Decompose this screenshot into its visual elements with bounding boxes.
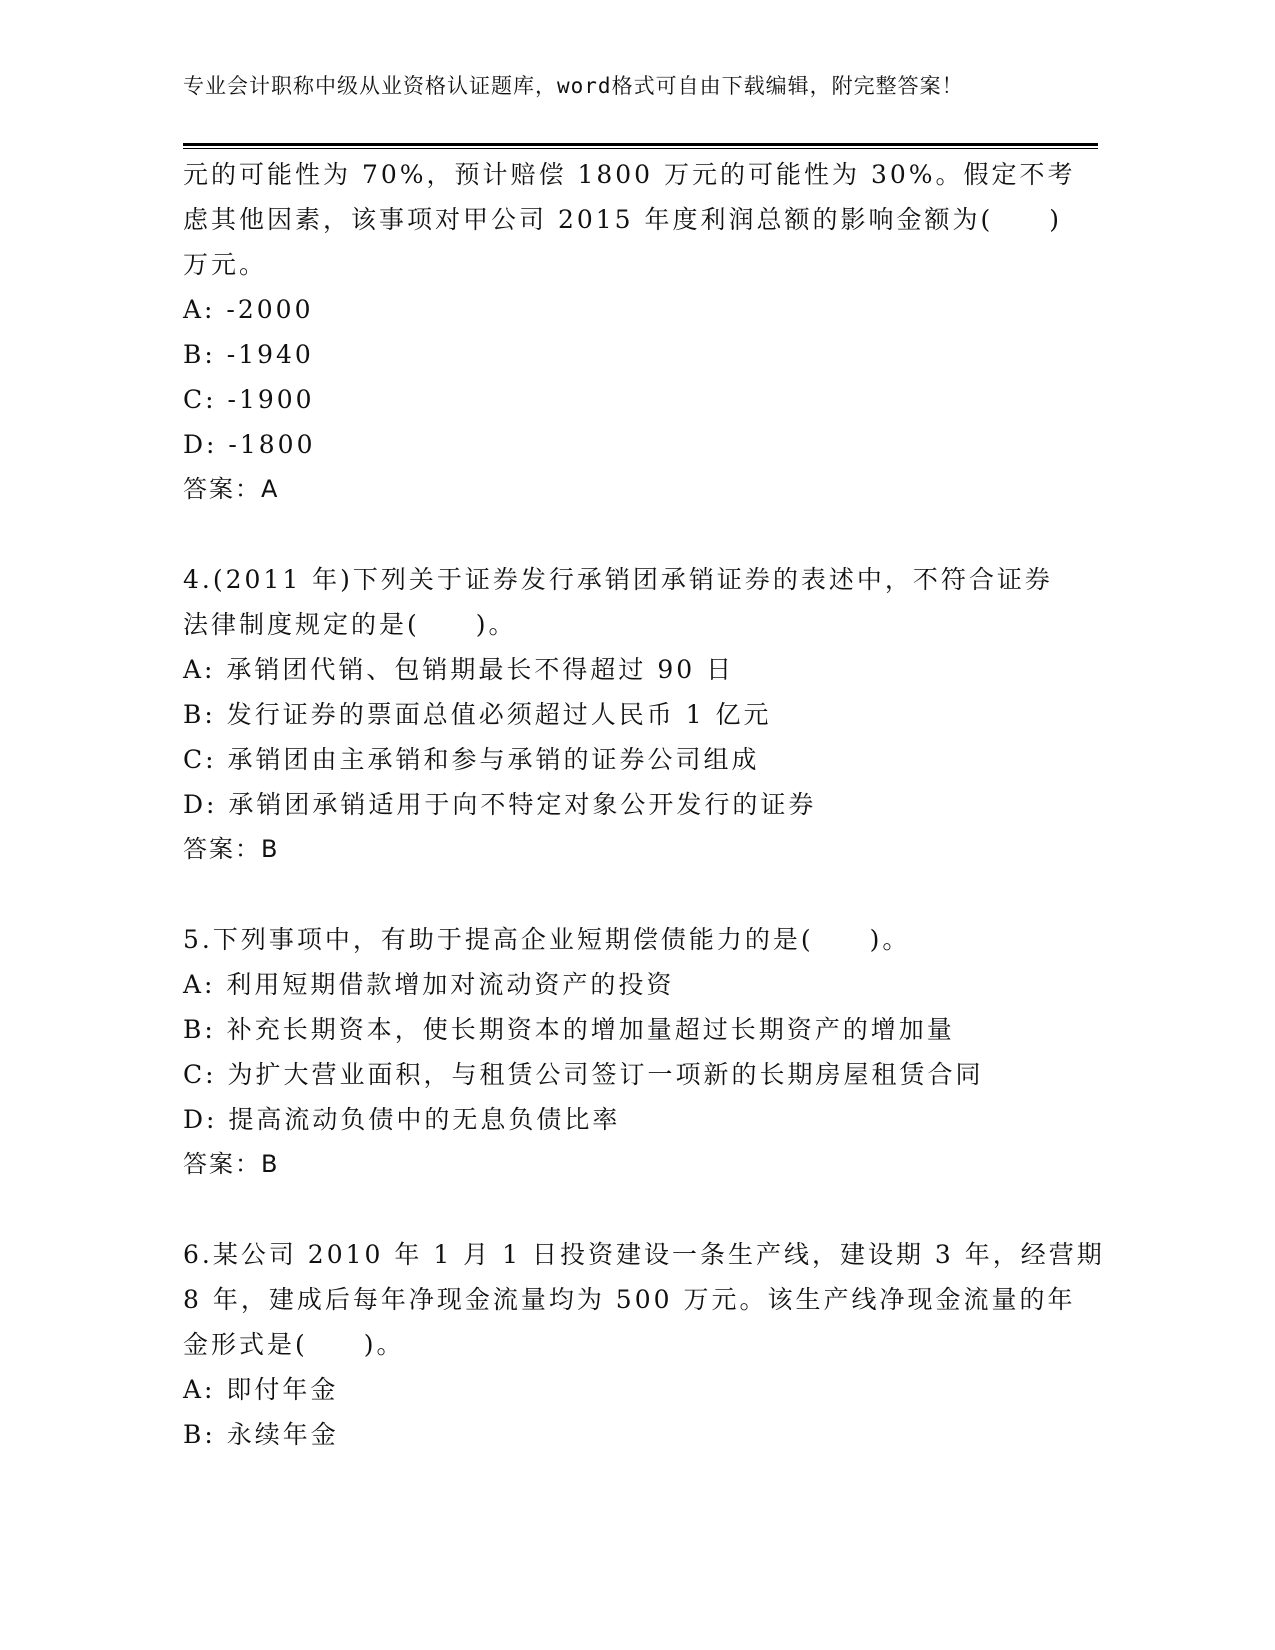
answer: 答案：A (183, 475, 280, 503)
option-d: D: -1800 (183, 430, 316, 459)
question-3 (183, 152, 1083, 512)
option-c: C: -1900 (183, 385, 315, 414)
answer: 答案：B (183, 1150, 280, 1178)
question-5 (183, 917, 1083, 1187)
header-rule-thick (183, 143, 1098, 146)
spacer (183, 512, 1083, 557)
option-d: D: 承销团承销适用于向不特定对象公开发行的证券 (183, 790, 817, 819)
question-text-line: 元的可能性为 70%，预计赔偿 1800 万元的可能性为 30%。假定不考 (183, 160, 1076, 189)
option-b: B: 发行证券的票面总值必须超过人民币 1 亿元 (183, 700, 772, 729)
spacer (183, 872, 1083, 917)
spacer (183, 1187, 1083, 1232)
option-a: A: -2000 (183, 295, 314, 324)
option-b: B: 补充长期资本，使长期资本的增加量超过长期资产的增加量 (183, 1015, 955, 1044)
page-header: 专业会计职称中级从业资格认证题库，word格式可自由下载编辑，附完整答案！ (183, 74, 964, 98)
option-b: B: -1940 (183, 340, 314, 369)
document-body (183, 152, 1105, 1457)
option-c: C: 为扩大营业面积，与租赁公司签订一项新的长期房屋租赁合同 (183, 1060, 984, 1089)
answer: 答案：B (183, 835, 280, 863)
header-rule-thin (183, 148, 1098, 149)
question-text-line: 4.(2011 年)下列关于证券发行承销团承销证券的表述中，不符合证券 (183, 565, 1053, 594)
question-text-line: 万元。 (183, 250, 268, 279)
question-text-line: 5.下列事项中，有助于提高企业短期偿债能力的是( )。 (183, 925, 911, 954)
question-text-line: 金形式是( )。 (183, 1330, 405, 1359)
question-4 (183, 557, 1083, 872)
option-d: D: 提高流动负债中的无息负债比率 (183, 1105, 621, 1134)
question-text-line: 6.某公司 2010 年 1 月 1 日投资建设一条生产线，建设期 3 年，经营期 (183, 1240, 1105, 1269)
question-text-line: 8 年，建成后每年净现金流量均为 500 万元。该生产线净现金流量的年 (183, 1285, 1076, 1314)
option-b: B: 永续年金 (183, 1420, 339, 1449)
question-6 (183, 1232, 1105, 1457)
question-text-line: 法律制度规定的是( )。 (183, 610, 517, 639)
option-a: A: 利用短期借款增加对流动资产的投资 (183, 970, 675, 999)
option-a: A: 承销团代销、包销期最长不得超过 90 日 (183, 655, 735, 684)
option-c: C: 承销团由主承销和参与承销的证券公司组成 (183, 745, 760, 774)
question-text-line: 虑其他因素，该事项对甲公司 2015 年度利润总额的影响金额为( ) (183, 205, 1063, 234)
option-a: A: 即付年金 (183, 1375, 339, 1404)
